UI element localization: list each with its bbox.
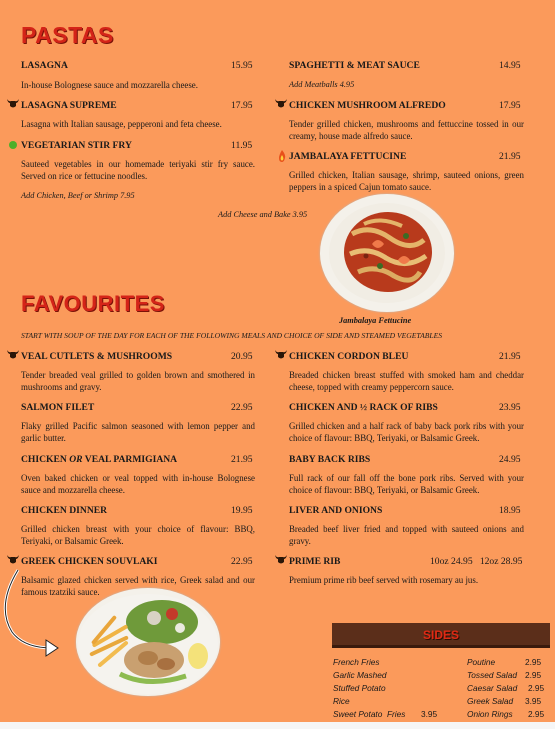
favourites-title: FAVOURITES <box>21 291 165 316</box>
item-name-part: CHICKEN <box>21 454 70 465</box>
favourites-subtitle: START WITH SOUP OF THE DAY FOR EACH OF THE FOLLOWING MEALS AND CHOICE OF SIDE AND STEAMED VEGETABLES <box>21 331 443 340</box>
item-description: Tender breaded veal grilled to golden brown and smothered in mushrooms and gravy. <box>21 370 255 392</box>
side-price: 3.95 <box>421 709 438 719</box>
pastas-title: PASTAS <box>21 22 114 48</box>
item-name: BABY BACK RIBS <box>289 454 371 465</box>
item-name: CHICKEN MUSHROOM ALFREDO <box>289 100 446 111</box>
item-name: LASAGNA <box>21 60 68 71</box>
item-name: JAMBALAYA FETTUCINE <box>289 151 407 162</box>
item-name-part: VEAL PARMIGIANA <box>82 454 178 465</box>
item-price: 19.95 <box>231 505 253 516</box>
side-item: Rice <box>333 696 350 706</box>
side-price: 2.95 <box>528 683 545 693</box>
item-price: 22.95 <box>231 556 253 567</box>
bull-icon <box>274 553 288 568</box>
item-price: 17.95 <box>231 100 253 111</box>
side-item: Tossed Salad <box>467 670 517 680</box>
item-name-or: OR <box>69 454 83 465</box>
item-description: Grilled chicken, Italian sausage, shrimp, sauteed onions, green peppers in a spiced Cajun tomato sauce. <box>289 170 524 192</box>
item-price: 21.95 <box>231 454 253 465</box>
item-price: 21.95 <box>499 351 521 362</box>
side-item: Garlic Mashed <box>333 670 387 680</box>
item-name: CHICKEN AND ½ RACK OF RIBS <box>289 402 438 413</box>
item-name: CHICKEN DINNER <box>21 505 108 516</box>
item-description: Tender grilled chicken, mushrooms and fettuccine tossed in our creamy, house made alfredo sauce. <box>289 119 524 141</box>
item-note: Add Meatballs 4.95 <box>289 80 355 89</box>
side-item: Poutine <box>467 657 496 667</box>
item-description: Premium prime rib beef served with rosemary au jus. <box>289 575 479 585</box>
item-description: In-house Bolognese sauce and mozzarella cheese. <box>21 80 198 90</box>
side-price: 2.95 <box>528 709 545 719</box>
leaf-icon <box>8 140 18 153</box>
side-price: 3.95 <box>525 696 542 706</box>
item-name <box>21 454 177 465</box>
item-price: 24.95 <box>499 454 521 465</box>
item-description: Breaded chicken breast stuffed with smoked ham and cheddar cheese, topped with creamy peppercorn sauce. <box>289 370 524 392</box>
item-price: 11.95 <box>231 140 253 151</box>
item-price: 17.95 <box>499 100 521 111</box>
cheese-note: Add Cheese and Bake 3.95 <box>218 210 308 219</box>
item-note: Add Chicken, Beef or Shrimp 7.95 <box>21 191 135 200</box>
item-price: 15.95 <box>231 60 253 71</box>
curved-arrow-icon <box>0 566 64 667</box>
item-name: SPAGHETTI & MEAT SAUCE <box>289 60 420 71</box>
item-name: SALMON FILET <box>21 402 95 413</box>
item-price: 22.95 <box>231 402 253 413</box>
bull-icon <box>6 97 20 112</box>
item-name: CHICKEN CORDON BLEU <box>289 351 409 362</box>
side-price: 2.95 <box>525 670 542 680</box>
bull-icon <box>274 97 288 112</box>
side-item: French Fries <box>333 657 380 667</box>
item-name: VEGETARIAN STIR FRY <box>21 140 132 151</box>
item-price: 18.95 <box>499 505 521 516</box>
item-price: 10oz 24.95 12oz 28.95 <box>430 556 523 567</box>
photo-caption: Jambalaya Fettucine <box>339 316 412 325</box>
jambalaya-photo <box>320 194 454 312</box>
bull-icon <box>274 348 288 363</box>
item-name: GREEK CHICKEN SOUVLAKI <box>21 556 158 567</box>
side-price: 2.95 <box>525 657 542 667</box>
item-name: LIVER AND ONIONS <box>289 505 383 516</box>
bull-icon <box>6 348 20 363</box>
side-item: Caesar Salad <box>467 683 518 693</box>
item-description: Breaded beef liver fried and topped with sauteed onions and gravy. <box>289 524 524 546</box>
item-name: VEAL CUTLETS & MUSHROOMS <box>21 351 173 362</box>
flame-icon <box>277 150 287 165</box>
side-item: Sweet Potato Fries <box>333 709 406 719</box>
item-name: PRIME RIB <box>289 556 341 567</box>
item-description: Flaky grilled Pacific salmon seasoned with lemon pepper and garlic butter. <box>21 421 255 443</box>
item-description: Sauteed vegetables in our homemade teriyaki stir fry sauce. Served on rice or fettucine noodles. <box>21 159 255 181</box>
side-item: Onion Rings <box>467 709 513 719</box>
item-description: Grilled chicken and a half rack of baby back pork ribs with your choice of flavour: BBQ, Teriyaki, or Balsamic Greek. <box>289 421 524 443</box>
item-price: 14.95 <box>499 60 521 71</box>
item-name: LASAGNA SUPREME <box>21 100 117 111</box>
sides-header <box>332 623 550 648</box>
sides-title: SIDES <box>422 628 459 642</box>
item-description: Oven baked chicken or veal topped with in-house Bolognese sauce and mozzarella cheese. <box>21 473 255 495</box>
item-description: Balsamic glazed chicken served with rice, Greek salad and our famous tzatziki sauce. <box>21 575 255 597</box>
item-description: Lasagna with Italian sausage, pepperoni and feta cheese. <box>21 119 222 129</box>
item-price: 21.95 <box>499 151 521 162</box>
souvlaki-photo <box>76 588 220 696</box>
side-item: Stuffed Potato <box>333 683 386 693</box>
item-price: 23.95 <box>499 402 521 413</box>
side-item: Greek Salad <box>467 696 514 706</box>
item-price: 20.95 <box>231 351 253 362</box>
item-description: Full rack of our fall off the bone pork ribs. Served with your choice of flavour: BBQ, Teriyaki, or Balsamic Greek. <box>289 473 524 495</box>
item-description: Grilled chicken breast with your choice of flavour: BBQ, Teriyaki, or Balsamic Greek. <box>21 524 255 546</box>
